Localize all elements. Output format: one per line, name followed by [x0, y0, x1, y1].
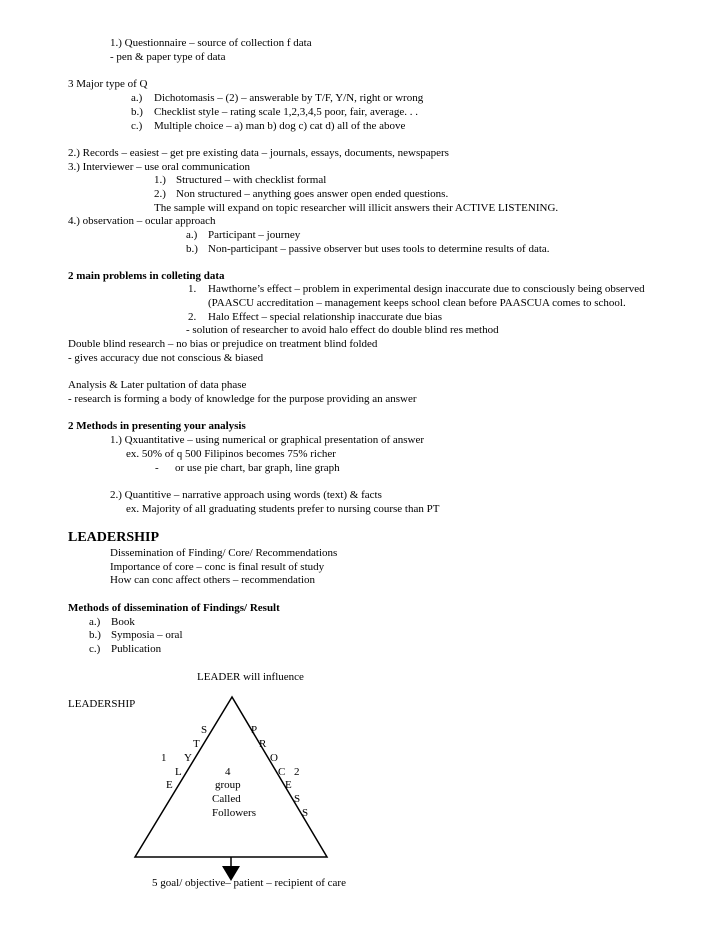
- main-problems-heading: 2 main problems in colleting data: [68, 270, 225, 282]
- list-marker: 2.: [188, 311, 197, 323]
- triangle-left-letter: Y: [184, 752, 192, 764]
- triangle-left-letter: L: [175, 766, 182, 778]
- dissemination-line: Dissemination of Finding/ Core/ Recommendations: [110, 547, 338, 559]
- triangle-left-letter: S: [201, 724, 208, 736]
- triangle-center-group: group: [215, 779, 241, 791]
- list-marker: c.): [89, 643, 101, 655]
- leader-influence-line: LEADER will influence: [197, 671, 304, 683]
- quantitative-line: 1.) Qxuantitative – using numerical or graphical presentation of answer: [110, 434, 425, 446]
- conc-affect-line: How can conc affect others – recommendation: [110, 574, 316, 586]
- triangle-right-letter: E: [285, 779, 292, 791]
- triangle-right-letter: S: [302, 807, 309, 819]
- triangle-right-letter: O: [270, 752, 278, 764]
- triangle-center-followers: Followers: [212, 807, 256, 819]
- publication-line: Publication: [111, 643, 162, 655]
- paascu-line: (PAASCU accreditation – management keeps school clean before PAASCUA comes to school.: [208, 297, 626, 309]
- triangle-right-letter: S: [294, 793, 301, 805]
- participant-line: Participant – journey: [208, 229, 301, 241]
- triangle-left-letter: T: [193, 738, 200, 750]
- list-marker: a.): [131, 92, 143, 104]
- qualitative-example: ex. Majority of all graduating students prefer to nursing course than PT: [126, 503, 440, 515]
- research-line: - research is forming a body of knowledge for the purpose providing an answer: [68, 393, 417, 405]
- triangle-right-letter: P: [251, 724, 258, 736]
- importance-line: Importance of core – conc is final result of study: [110, 561, 325, 573]
- halo-solution-line: - solution of researcher to avoid halo effect do double blind res method: [186, 324, 499, 336]
- qualitative-line: 2.) Quantitive – narrative approach using words (text) & facts: [110, 489, 382, 501]
- list-marker: b.): [186, 243, 198, 255]
- triangle-center-number: 4: [225, 766, 231, 778]
- non-structured-line: Non structured – anything goes answer open ended questions.: [176, 188, 449, 200]
- non-participant-line: Non-participant – passive observer but uses tools to determine results of data.: [208, 243, 550, 255]
- records-line: 2.) Records – easiest – get pre existing data – journals, essays, documents, newspapers: [68, 147, 449, 159]
- list-marker: 1.): [154, 174, 166, 186]
- checklist-line: Checklist style – rating scale 1,2,3,4,5 poor, fair, average. . .: [154, 106, 418, 118]
- questionnaire-line: 1.) Questionnaire – source of collection f data: [110, 37, 312, 49]
- list-marker: b.): [131, 106, 143, 118]
- symposia-line: Symposia – oral: [111, 629, 183, 641]
- triangle-right-letter: C: [278, 766, 286, 778]
- list-marker: b.): [89, 629, 101, 641]
- halo-effect-line: Halo Effect – special relationship inaccurate due bias: [208, 311, 443, 323]
- hawthorne-line: Hawthorne’s effect – problem in experimental design inaccurate due to consciously being observed: [208, 283, 645, 295]
- list-marker: a.): [186, 229, 198, 241]
- questionnaire-sub: - pen & paper type of data: [110, 51, 226, 63]
- leadership-heading: LEADERSHIP: [68, 530, 160, 545]
- accuracy-line: - gives accuracy due not conscious & biased: [68, 352, 264, 364]
- list-marker: c.): [131, 120, 143, 132]
- major-types-line: 3 Major type of Q: [68, 78, 148, 90]
- multiple-choice-line: Multiple choice – a) man b) dog c) cat d) all of the above: [154, 120, 406, 132]
- leadership-label: LEADERSHIP: [68, 698, 136, 710]
- goal-line: 5 goal/ objective– patient – recipient of care: [152, 877, 346, 889]
- triangle-left-letter: E: [166, 779, 173, 791]
- triangle-center-called: Called: [212, 793, 241, 805]
- observation-line: 4.) observation – ocular approach: [68, 215, 216, 227]
- list-marker: a.): [89, 616, 101, 628]
- methods-heading: 2 Methods in presenting your analysis: [68, 420, 246, 432]
- double-blind-line: Double blind research – no bias or prejudice on treatment blind folded: [68, 338, 378, 350]
- book-line: Book: [111, 616, 135, 628]
- sample-line: The sample will expand on topic researcher will illicit answers their ACTIVE LISTENING.: [154, 202, 559, 214]
- quantitative-example: ex. 50% of q 500 Filipinos becomes 75% richer: [126, 448, 336, 460]
- list-marker: 2.): [154, 188, 166, 200]
- dichotomasis-line: Dichotomasis – (2) – answerable by T/F, Y/N, right or wrong: [154, 92, 424, 104]
- triangle-right-letter: R: [259, 738, 267, 750]
- list-marker: -: [155, 462, 159, 474]
- dissemination-methods-heading: Methods of dissemination of Findings/ Result: [68, 602, 280, 614]
- interviewer-line: 3.) Interviewer – use oral communication: [68, 161, 251, 173]
- chart-types-line: or use pie chart, bar graph, line graph: [175, 462, 340, 474]
- list-marker: 1.: [188, 283, 197, 295]
- structured-line: Structured – with checklist formal: [176, 174, 327, 186]
- triangle-right-number: 2: [294, 766, 300, 778]
- analysis-line: Analysis & Later pultation of data phase: [68, 379, 247, 391]
- triangle-left-number: 1: [161, 752, 167, 764]
